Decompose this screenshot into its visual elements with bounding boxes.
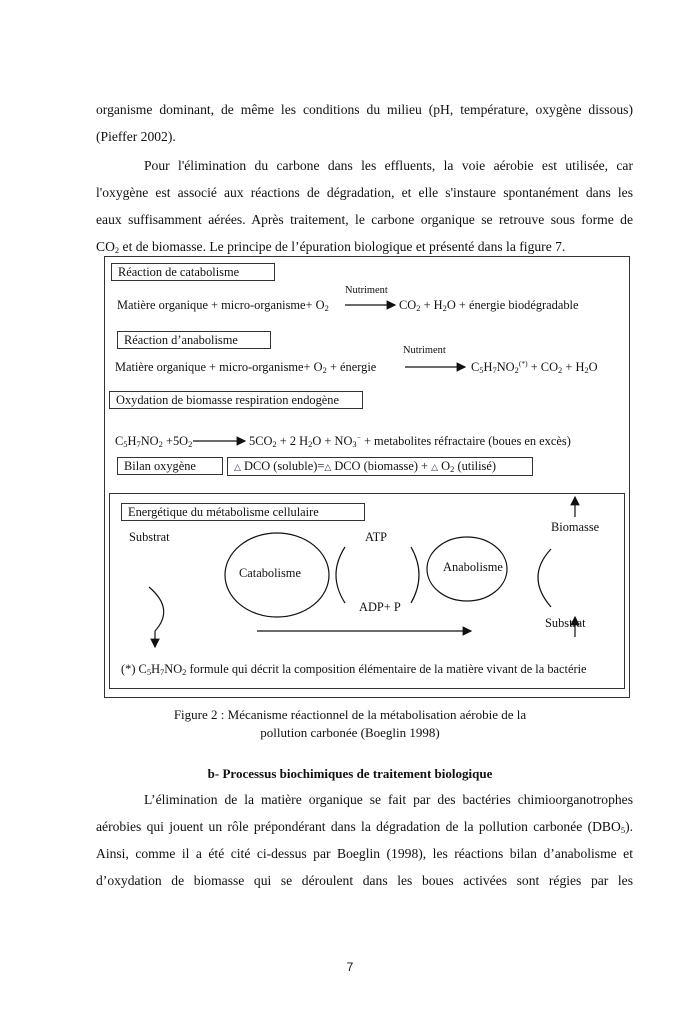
- catabolism-title-box: Réaction de catabolisme: [111, 263, 275, 281]
- oxidation-products: $5CO_2 + 2$ $H_2O + NO_3^-$ + metabolites réfractaire (boues en excès): [249, 433, 571, 449]
- delta-icon: △: [324, 462, 332, 472]
- adp-label: ADP+ P: [359, 600, 401, 614]
- text-line: Ainsi, comme il a été cité ci-dessus par Boeglin (1998), les réactions bilan d’anabolisme et: [96, 846, 633, 861]
- atp-label: ATP: [365, 530, 388, 544]
- catabolism-products: $CO_2 + H_2O$ + énergie biodégradable: [399, 298, 579, 313]
- intro-paragraph: [96, 96, 633, 150]
- anabolism-reactants: Matière organique + micro-organisme+ $O_2$ + énergie: [115, 360, 377, 375]
- section-heading: b- Processus biochimiques de traitement biologique: [207, 766, 493, 781]
- substrat-right-label: Substrat: [545, 616, 586, 630]
- substrat-curve: [149, 587, 164, 631]
- anabolism-title-box: Réaction d’anabolisme: [117, 331, 271, 349]
- anabolisme-label: Anabolisme: [443, 560, 503, 574]
- catabolism-nutriment-label: Nutriment: [345, 285, 388, 296]
- text-line: d’oxydation de biomasse qui se déroulent dans les boues activées sont régies par les: [96, 873, 633, 888]
- elimination-paragraph: [96, 786, 633, 894]
- text-line: eaux suffisamment aérées. Après traitement, le carbone organique se retrouve sous forme de: [96, 212, 633, 227]
- text-line: (Pieffer 2002).: [96, 129, 176, 144]
- figure-caption-line1: Figure 2 : Mécanisme réactionnel de la métabolisation aérobie de la: [173, 707, 527, 722]
- biomasse-arc: [538, 549, 551, 607]
- oxidation-title-box: Oxydation de biomasse respiration endogène: [109, 391, 363, 409]
- atp-right-arc: [411, 547, 419, 603]
- oxygen-balance-box: Bilan oxygène: [117, 457, 223, 475]
- text-line: Pour l'élimination du carbone dans les effluents, la voie aérobie est utilisée, car: [144, 158, 633, 173]
- catabolism-ellipse: [225, 533, 329, 617]
- text-line: l'oxygène est associé aux réactions de dégradation, et elle s'instaure spontanément dans les: [96, 185, 633, 200]
- substrat-left-label: Substrat: [129, 530, 170, 544]
- catabolisme-label: Catabolisme: [239, 566, 301, 580]
- anabolism-nutriment-label: Nutriment: [403, 345, 446, 356]
- biomasse-label: Biomasse: [551, 520, 600, 534]
- oxidation-reactants: $C_5H_7NO_2 +5O_2$: [115, 434, 193, 449]
- figure-footnote: (*) $C_5H_7NO_2$ formule qui décrit la composition élémentaire de la matière vivant de la bactérie: [121, 662, 587, 677]
- anabolism-ellipse: [427, 537, 507, 601]
- text-line: aérobies qui jouent un rôle prépondérant dans la dégradation de la pollution carbonée $(DBO_5)$.: [96, 819, 633, 835]
- text-line: $CO_2$ et de biomasse. Le principe de l’épuration biologique et présenté dans la figure 7.: [96, 239, 566, 255]
- energetics-title-box: Energétique du métabolisme cellulaire: [121, 503, 365, 521]
- text-line: L’élimination de la matière organique se fait par des bactéries chimioorganotrophes: [144, 792, 633, 807]
- anabolism-products: $C_5H_7NO_2^{(*)} + CO_2 + H_2O$: [471, 359, 598, 375]
- catabolism-reactants: Matière organique + micro-organisme+ $O_2$: [117, 298, 329, 313]
- figure-caption-line2: pollution carbonée (Boeglin 1998): [260, 725, 440, 740]
- atp-left-arc: [336, 547, 345, 603]
- oxygen-balance-equation: △ DCO (soluble)=△ DCO (biomasse) + △ $O_2$ (utilisé): [227, 457, 533, 476]
- delta-icon: △: [234, 462, 241, 472]
- text-line: organisme dominant, de même les conditions du milieu (pH, température, oxygène dissous): [96, 102, 633, 117]
- figure-frame: [104, 256, 630, 698]
- carbon-paragraph: [96, 152, 633, 260]
- energetics-diagram: [105, 257, 629, 697]
- delta-icon: △: [431, 462, 439, 472]
- page-number: 7: [346, 960, 354, 974]
